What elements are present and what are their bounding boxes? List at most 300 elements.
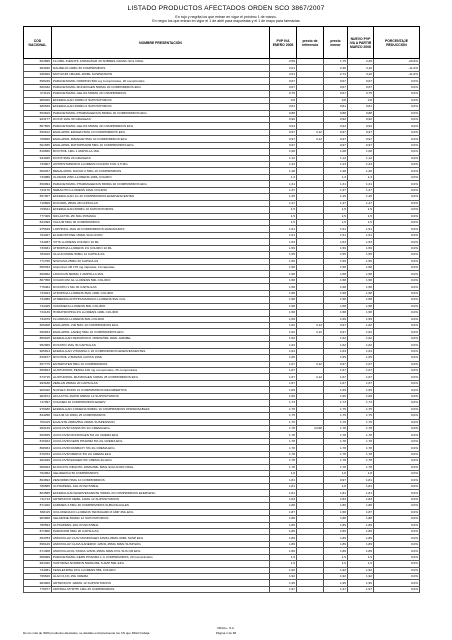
cell-name: PARACETAMOL PHARMAGENUS 650MG 40 COMPRIMIDOS EFG (52, 181, 270, 187)
cell-pct: 0,0% (374, 490, 420, 496)
cell-name: MOTILIUM 1MG/ML 200ML SUSPENSION (52, 71, 270, 77)
cell-pct: 0,0% (374, 432, 420, 438)
cell-pvp-old: 0,88 (270, 110, 297, 116)
cell-pct: 0,0% (374, 567, 420, 573)
cell-code: 660662 (24, 271, 52, 277)
cell-lower: 1,75 (324, 406, 348, 412)
cell-pvp-new: 1,78 (348, 425, 374, 431)
cell-pvp-new: 0,81 (348, 104, 374, 110)
cell-pvp-new: 1,58 (348, 265, 374, 271)
cell-pvp-old: 2,01 (270, 65, 297, 71)
document-subtitle-1: En rojo y negrita los que entran en vigor el próximo 1 de marzo. (175, 15, 277, 19)
cell-lower: 1,8 (324, 471, 348, 477)
cell-name: Alopurinol UR 175 mg cápsulas, 10 cápsulas (52, 265, 270, 271)
cell-pvp-new: 1,78 (348, 451, 374, 457)
cell-pvp-new: 1,69 (348, 387, 374, 393)
cell-name: ACICLOVIR MUNDOGEN 5% 2G CREMA EFG (52, 432, 270, 438)
cell-code: 871020 (24, 503, 52, 509)
cell-code: 734287 (24, 239, 52, 245)
cell-pvp-new: 0,97 (348, 142, 374, 148)
cell-code: 658823 (24, 368, 52, 374)
cell-code: 975649 (24, 226, 52, 232)
footer-company: DIFALL, S.A. (217, 626, 235, 630)
cell-pvp-old: 1,97 (270, 586, 297, 592)
cell-name: PARACETAMOL NORMON 500 mg Comprimidos, 20 comprimidos (52, 78, 270, 84)
cell-pvp-old: 1,95 (270, 580, 297, 586)
cell-name: NAUZELIN 10MG 30 COMPRIMIDOS (52, 65, 270, 71)
cell-lower: 1,92 (324, 567, 348, 573)
cell-pct: 0,0% (374, 84, 420, 90)
cell-pvp-new: 1,3 (348, 174, 374, 180)
cell-name: GLAUCONIDE 50MG 12 CAPSULAS (52, 252, 270, 258)
cell-lower: 1,51 (324, 226, 348, 232)
cell-pct: 0,0% (374, 310, 420, 316)
cell-pvp-old: 1,56 (270, 258, 297, 264)
cell-name: ENALAPRIL RIMAFAR 5MG 10 COMPRIMIDOS EFG (52, 136, 270, 142)
cell-code: 660845 (24, 432, 52, 438)
cell-pvp-old: 1,45 (270, 194, 297, 200)
cell-code: 971119 (24, 91, 52, 97)
cell-code: 664896 (24, 59, 52, 65)
cell-name: ACICLOVIR EDIGEN 5% CREMA 2G EFG (52, 458, 270, 464)
cell-code: 984674 (24, 393, 52, 399)
cell-pct: 0,0% (374, 438, 420, 444)
cell-lower: 1,88 (324, 516, 348, 522)
table-body (24, 59, 420, 593)
cell-pct: 0,0% (374, 348, 420, 354)
cell-code: 671008 (24, 548, 52, 554)
header-pvp-new: NUEVO PVP IVA A PARTIR MARZO 2008 (348, 27, 374, 59)
cell-name: ATROPINA LLORENS 5MG 10ML COLIRIO (52, 290, 270, 296)
cell-code: 658096 (24, 554, 52, 560)
cell-lower: 1,5 (324, 219, 348, 225)
cell-name: NOPLEX 30/150 21 COMPRIMIDOS RECUBIERTOS (52, 387, 270, 393)
cell-code: 771766 (24, 258, 52, 264)
cell-name: BENALAPRIL DAVUR 2,5MG 10 COMPRIMIDOS (52, 168, 270, 174)
cell-name: VALIUM 5MG 30 COMPRIMIDOS (52, 219, 270, 225)
cell-ref: 3,12 (297, 361, 324, 367)
cell-code: 783910 (24, 252, 52, 258)
cell-pvp-new: 1,89 (348, 528, 374, 534)
cell-pct: 0,0% (374, 155, 420, 161)
cell-pvp-new: 0,88 (348, 110, 374, 116)
cell-pvp-old: 1,62 (270, 322, 297, 328)
table-header-row (24, 27, 420, 59)
cell-pct: 0,0% (374, 252, 420, 258)
cell-pvp-old: 1,67 (270, 368, 297, 374)
cell-code: 819677 (24, 355, 52, 361)
cell-pvp-old: 0,92 (270, 116, 297, 122)
cell-code: 673715 (24, 374, 52, 380)
cell-name: EFFERALGAN 600MG 10 SUPOSITORIOS (52, 207, 270, 213)
cell-code: 654783 (24, 535, 52, 541)
cell-pvp-old: 1,62 (270, 335, 297, 341)
cell-pvp-new: 1,67 (348, 380, 374, 386)
cell-pct: -11,0% (374, 65, 420, 71)
cell-name: ENALAPRIL LAREQ 5MG 10 COMPRIMIDOS EFG (52, 329, 270, 335)
cell-name: ZEBLAN 250MG 20 CAPSULAS (52, 380, 270, 386)
cell-pvp-new: 1,88 (348, 516, 374, 522)
cell-pvp-old: 1,83 (270, 496, 297, 502)
cell-name: VANTIDINA NORMON 50MG/2ML 5 AMP 5ML EFG (52, 561, 270, 567)
footer-note: De los más de 3000 productos afectados, se detallan exclusivamente los CN que Difarli trabaja (23, 631, 150, 635)
header-pct: PORCENTAJE REDUCCIÓN (374, 27, 420, 59)
cell-name: NIFLACTOL 25/ 60G POMADA (52, 213, 270, 219)
cell-name: ENALAPRIL RATIOPHARM 5MG 10 COMPRIMIDOS EFG (52, 142, 270, 148)
cell-lower: 1,78 (324, 438, 348, 444)
cell-pvp-old: 1,58 (270, 271, 297, 277)
cell-code: 734089 (24, 297, 52, 303)
cell-pvp-new: 1,55 (348, 252, 374, 258)
cell-lower: 1,58 (324, 310, 348, 316)
cell-pvp-old: 1,81 (270, 490, 297, 496)
cell-pct: 0,0% (374, 548, 420, 554)
cell-code: 665208 (24, 322, 52, 328)
cell-pvp-new: 1,37 (348, 187, 374, 193)
cell-pct: 0,0% (374, 342, 420, 348)
cell-pct: 0,0% (374, 136, 420, 142)
cell-pvp-old: 1,69 (270, 393, 297, 399)
cell-pct: 0,0% (374, 123, 420, 129)
cell-pct: 0,0% (374, 335, 420, 341)
cell-code: 734139 (24, 310, 52, 316)
cell-name: PARACETAMOL PHARMAGENUS 650MG 20 COMPRIMIDOS EFG (52, 110, 270, 116)
cell-pct: 0,0% (374, 297, 420, 303)
cell-code: 865915 (24, 335, 52, 341)
cell-pvp-old: 1,5 (270, 207, 297, 213)
document-title: LISTADO PRODUCTOS AFECTADOS ORDEN SCO 3867/2007 (127, 5, 325, 12)
cell-pvp-old: 1,9 (270, 561, 297, 567)
cell-code: 657775 (24, 361, 52, 367)
cell-pct: 0,0% (374, 554, 420, 560)
cell-pvp-new: 1,5 (348, 207, 374, 213)
cell-code: 776484 (24, 284, 52, 290)
table-row (24, 586, 420, 592)
cell-lower: 1,95 (324, 580, 348, 586)
cell-pvp-old: 1,58 (270, 310, 297, 316)
cell-pct: 0,0% (374, 535, 420, 541)
cell-pvp-new: 1,64 (348, 348, 374, 354)
cell-pvp-new: 1,92 (348, 567, 374, 573)
cell-pct: 0,0% (374, 561, 420, 567)
cell-lower: 1,53 (324, 239, 348, 245)
cell-code: 734079 (24, 316, 52, 322)
cell-pvp-new: 1,67 (348, 361, 374, 367)
cell-pvp-new: 1,12 (348, 155, 374, 161)
cell-name: DOXATIN 1MG 30 CAPSULAS (52, 342, 270, 348)
cell-pvp-old: 1,81 (270, 477, 297, 483)
cell-ref: 24,68 (297, 425, 324, 431)
cell-pvp-old: 0,8 (270, 97, 297, 103)
cell-code: 986539 (24, 104, 52, 110)
cell-lower: 1,62 (324, 342, 348, 348)
cell-pvp-new: 1,89 (348, 535, 374, 541)
cell-name: DOCORIL 25MG 28 CAPSULAS (52, 200, 270, 206)
cell-pvp-old: 1,9 (270, 554, 297, 560)
cell-pvp-new: 1,78 (348, 464, 374, 470)
cell-lower: 1,45 (324, 194, 348, 200)
cell-name: LINCOGIN 600MG 1 AMPOLLA 2ML (52, 271, 270, 277)
cell-lower: 0,97 (324, 136, 348, 142)
cell-name: EGALSTE 20MG/5ML 200ML SUSPENSION (52, 419, 270, 425)
cell-pvp-old: 1,59 (270, 316, 297, 322)
cell-pvp-old: 1,78 (270, 432, 297, 438)
cell-pct: 0,0% (374, 516, 420, 522)
cell-pvp-old: 1,5 (270, 219, 297, 225)
cell-ref: 3,12 (297, 329, 324, 335)
cell-pct: 0,0% (374, 406, 420, 412)
cell-pct: 0,0% (374, 91, 420, 97)
footer-page-number: Página 1 de 68 (215, 631, 237, 635)
cell-name: DOXIX 1MG 30 GRAGEAS (52, 116, 270, 122)
cell-lower: 1,3 (324, 174, 348, 180)
cell-pvp-new: 1,53 (348, 239, 374, 245)
cell-pct: 0,0% (374, 316, 420, 322)
header-lower: precio menor (324, 27, 348, 59)
cell-code: 923177 (24, 116, 52, 122)
cell-pct: -11,0% (374, 71, 420, 77)
cell-lower: 1,78 (324, 445, 348, 451)
cell-pct: 0,0% (374, 194, 420, 200)
cell-pvp-old: 1,75 (270, 413, 297, 419)
cell-pvp-new: 1,08 (348, 149, 374, 155)
cell-pvp-old: 0,97 (270, 142, 297, 148)
cell-pvp-new: 1,65 (348, 355, 374, 361)
cell-pvp-old: 1,8 (270, 471, 297, 477)
cell-pct: 0,0% (374, 387, 420, 393)
cell-lower: 0,92 (324, 116, 348, 122)
cell-name: ANTIHISTAMINICO LLORENS COLIRIO 5 ML 2,5 MG (52, 162, 270, 168)
cell-pvp-old: 1,89 (270, 548, 297, 554)
cell-lower: 0,81 (324, 104, 348, 110)
cell-lower: 1,58 (324, 303, 348, 309)
cell-lower: 1,75 (324, 413, 348, 419)
cell-pvp-new: 1,5 (348, 219, 374, 225)
cell-lower: 1,86 (324, 503, 348, 509)
cell-name: DOXIX 5MG 20 GRAGEAS (52, 155, 270, 161)
cell-lower: 1,73 (324, 400, 348, 406)
header-name: NOMBRE PRESENTACIÓN (52, 27, 270, 59)
cell-code: 959023 (24, 464, 52, 470)
cell-pvp-new: 1,8 (348, 471, 374, 477)
cell-pvp-old: 1,58 (270, 303, 297, 309)
cell-pvp-new: 1,95 (348, 580, 374, 586)
cell-lower: 0,67 (324, 84, 348, 90)
cell-pvp-new: 3,10 (348, 71, 374, 77)
cell-pvp-new: 1,23 (348, 162, 374, 168)
cell-lower: 1,78 (324, 425, 348, 431)
cell-pct: -20,6% (374, 59, 420, 65)
cell-pvp-new: 2,26 (348, 59, 374, 65)
cell-lower: 0,97 (324, 329, 348, 335)
cell-name: CLORAM ZINC LLORENS 10ML COLIRIO (52, 174, 270, 180)
cell-pvp-new: 1,78 (348, 432, 374, 438)
cell-pct: 0,0% (374, 168, 420, 174)
cell-pct: 0,0% (374, 245, 420, 251)
cell-lower: 1,8 (324, 483, 348, 489)
cell-code: 984658 (24, 516, 52, 522)
cell-pct: 0,0% (374, 528, 420, 534)
cell-lower: 0,8 (324, 97, 348, 103)
cell-pvp-old: 1,59 (270, 245, 297, 251)
cell-lower: 1,56 (324, 258, 348, 264)
cell-name: AMOXICLAVUL STADA 125/31,25MG 60ML POL SUS OR EFG (52, 548, 270, 554)
cell-pct: 0,0% (374, 271, 420, 277)
cell-code: 986026 (24, 97, 52, 103)
cell-name: COLINEN 10 COMPRIMIDOS EFERV (52, 400, 270, 406)
cell-code: 734089 (24, 174, 52, 180)
cell-code: 733931 (24, 245, 52, 251)
cell-name: VITIS LLORENS COLIRIO 10 ML (52, 239, 270, 245)
cell-pvp-new: 1,75 (348, 406, 374, 412)
cell-pct: 0,0% (374, 451, 420, 457)
cell-pvp-old: 1,55 (270, 252, 297, 258)
cell-pvp-new: 1,81 (348, 477, 374, 483)
cell-pvp-new: 1,97 (348, 586, 374, 592)
cell-name: ENTEROTEN 5MG 10 COMPRIMIDOS (52, 361, 270, 367)
cell-pvp-old: 1,08 (270, 149, 297, 155)
cell-lower: 1,76 (324, 419, 348, 425)
cell-code: 952069 (24, 342, 52, 348)
cell-ref (297, 586, 324, 592)
cell-name: PARACETAMOL KERN PHARMA 1 G COMPRIMIDOS, 20 Comprimidos (52, 554, 270, 560)
cell-pct: 0,0% (374, 97, 420, 103)
cell-pvp-new: 1,62 (348, 322, 374, 328)
cell-pct: 0,0% (374, 219, 420, 225)
cell-pct: 0,0% (374, 149, 420, 155)
cell-code: 734081 (24, 567, 52, 573)
cell-pvp-new: 1,81 (348, 483, 374, 489)
cell-lower: 0,97 (324, 361, 348, 367)
cell-code: 867606 (24, 123, 52, 129)
cell-code: 764027 (24, 232, 52, 238)
cell-pct: 0,0% (374, 355, 420, 361)
cell-pct: 0,0% (374, 574, 420, 580)
cell-lower: 1,89 (324, 522, 348, 528)
cell-pvp-old: 1,78 (270, 438, 297, 444)
cell-lower: 1,83 (324, 496, 348, 502)
cell-code: 864693 (24, 477, 52, 483)
cell-code: 965814 (24, 348, 52, 354)
cell-pvp-old: 1,75 (270, 406, 297, 412)
cell-name: EFFERALGAN 150MG 8 SUPOSITORIOS (52, 97, 270, 103)
cell-pct: 0,0% (374, 322, 420, 328)
cell-lower: 1,67 (324, 380, 348, 386)
cell-ref: 3,12 (297, 136, 324, 142)
cell-pvp-new: 1,67 (348, 368, 374, 374)
cell-pct: 0,0% (374, 413, 420, 419)
cell-name: EFERALGAN VITAMINA C 20 COMPRIMIDOS EFERVESCENTES (52, 348, 270, 354)
cell-pvp-old: 2,59 (270, 59, 297, 65)
cell-pvp-new: 1,58 (348, 303, 374, 309)
cell-pvp-old: 1,58 (270, 297, 297, 303)
cell-pvp-old: 1,47 (270, 200, 297, 206)
cell-pvp-old: 1,53 (270, 239, 297, 245)
cell-lower: 1,78 (324, 451, 348, 457)
cell-pct: 0,0% (374, 425, 420, 431)
cell-name: ELIOCATIL INFANTIL 10MG/5ML 60ML SOLUCION ORAL (52, 464, 270, 470)
cell-pvp-new: 1,59 (348, 245, 374, 251)
cell-name: EFERALGAN CODEINA 500MG 16 COMPRIMIDOS DISPERSABLES (52, 406, 270, 412)
cell-code: 734170 (24, 187, 52, 193)
cell-pct: 0,0% (374, 483, 420, 489)
cell-name: ALGO 0,1% 15G CREMA (52, 574, 270, 580)
cell-lower: 1,89 (324, 535, 348, 541)
cell-lower: 1,9 (324, 561, 348, 567)
cell-pvp-new: 1,81 (348, 490, 374, 496)
cell-name: LOPHINOL 1MG 20 COMPRIMIDOS RANURADOS (52, 226, 270, 232)
cell-pvp-old: 1,28 (270, 168, 297, 174)
cell-pvp-new: 0,94 (348, 123, 374, 129)
cell-pvp-old: 1,89 (270, 522, 297, 528)
cell-code: 984666 (24, 580, 52, 586)
cell-lower: 1,81 (324, 490, 348, 496)
cell-pct: 0,0% (374, 207, 420, 213)
cell-pvp-new: 0,97 (348, 129, 374, 135)
cell-pct: 0,0% (374, 104, 420, 110)
cell-pvp-new: 1,62 (348, 329, 374, 335)
cell-code: 976936 (24, 406, 52, 412)
cell-pct: 0,0% (374, 374, 420, 380)
cell-pct: 0,0% (374, 380, 420, 386)
cell-pvp-old: 1,31 (270, 181, 297, 187)
cell-pvp-new: 1,58 (348, 290, 374, 296)
cell-name: PARACETAMOL GELOS 500MG 20 COMPRIMIDOS (52, 91, 270, 97)
cell-name: AFLACTOL RAPID 600MG 12 SUPOSITORIOS (52, 393, 270, 399)
cell-pvp-old: 1,58 (270, 265, 297, 271)
cell-pvp-old: 1,78 (270, 451, 297, 457)
cell-name: CICLOFENACO LLORENS TENSIGARD 8 AMP 3ML EFG (52, 509, 270, 515)
cell-lower: 1,37 (324, 586, 348, 592)
cell-pvp-new: 1,51 (348, 232, 374, 238)
cell-lower: 0,97 (324, 129, 348, 135)
cell-pvp-old: 1,12 (270, 155, 297, 161)
cell-name: ZENORMIN 5MG 10 COMPRIMIDOS (52, 477, 270, 483)
cell-code: 660332 (24, 84, 52, 90)
cell-name: FLUIMIL INFANTIL 100MG/5GR 30 SOBRES GRANU SOL ORAL (52, 59, 270, 65)
cell-pvp-old: 1,89 (270, 541, 297, 547)
cell-name: EFFERALGAN 300MG 6 SUPOSITORIOS (52, 104, 270, 110)
cell-pct: 0,0% (374, 445, 420, 451)
cell-lower: 1,59 (324, 316, 348, 322)
cell-pct: 0,0% (374, 419, 420, 425)
cell-lower: 0,97 (324, 322, 348, 328)
cell-lower: 1,89 (324, 541, 348, 547)
cell-pct: 0,0% (374, 226, 420, 232)
cell-code: 658246 (24, 78, 52, 84)
cell-pvp-old: 0,97 (270, 136, 297, 142)
cell-name: ELIGROSTONE 150ML SOLUCION (52, 232, 270, 238)
cell-pvp-old: 1,69 (270, 387, 297, 393)
cell-name: FARMIES 2.5MG 30 COMPRIMIDOS SUBLINGUALES (52, 503, 270, 509)
cell-pvp-old: 1,67 (270, 380, 297, 386)
products-table (23, 26, 420, 593)
cell-pvp-new: 0,67 (348, 78, 374, 84)
cell-pvp-old: 1,73 (270, 400, 297, 406)
cell-pvp-new: 1,58 (348, 271, 374, 277)
cell-pvp-old: 1,58 (270, 277, 297, 283)
cell-code: 871806 (24, 528, 52, 534)
cell-code: 844399 (24, 219, 52, 225)
cell-name: ULTRAPENIL 10G INYECTABLE (52, 483, 270, 489)
cell-pvp-old: 1,51 (270, 226, 297, 232)
cell-lower: 0,97 (324, 477, 348, 483)
cell-code: 657007 (24, 194, 52, 200)
cell-name: ORPIDAL MYRTHI 1MG 25 COMPRIMIDOS (52, 586, 270, 592)
cell-name: ATIMEDRA ANTIHISTAMINICO LLORENS 5ML COL (52, 297, 270, 303)
cell-lower: 1,59 (324, 245, 348, 251)
cell-lower: 1,58 (324, 265, 348, 271)
